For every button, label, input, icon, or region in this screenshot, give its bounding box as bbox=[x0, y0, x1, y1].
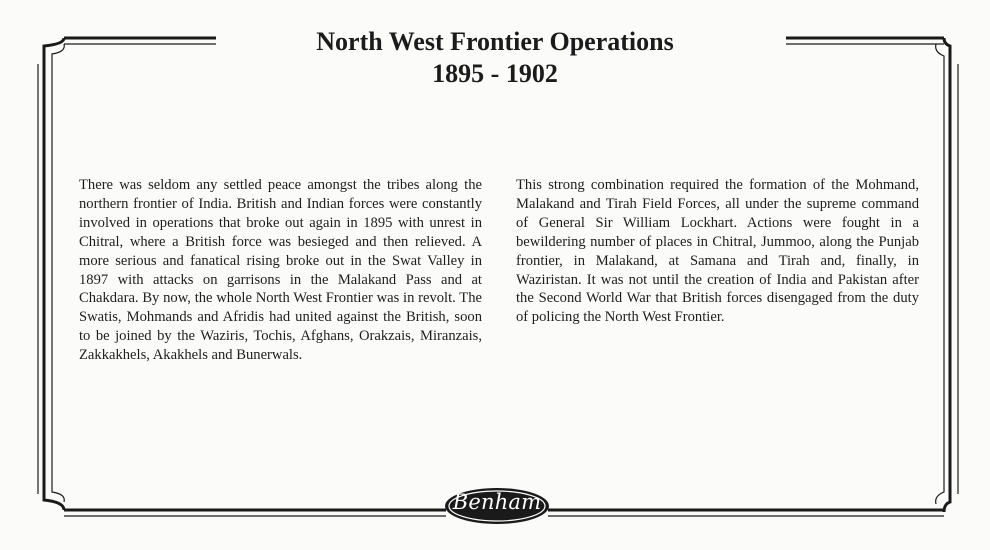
page-title bbox=[0, 26, 990, 90]
left-column bbox=[79, 176, 482, 365]
benham-logo bbox=[443, 486, 551, 526]
logo-text: Benham bbox=[452, 490, 542, 514]
title-line-2: 1895 - 1902 bbox=[432, 59, 558, 88]
right-column bbox=[516, 176, 919, 327]
right-paragraph: This strong combination required the formation of the Mohmand, Malakand and Tirah Field Forces, all under the supreme command of General Sir William Lockhart. Actions were fought in a bewildering number of places in Chitral, Jummoo, along the Punjab frontier, in Malakand, at Samana and Tirah and, finally, in Waziristan. It was not until the creation of India and Pakistan after the Second World War that British forces disengaged from the duty of policing the North West Frontier. bbox=[516, 177, 919, 326]
left-paragraph: There was seldom any settled peace amongst the tribes along the northern frontier of India. British and Indian forces were constantly involved in operations that broke out again in 1895 with unrest in Chitral, where a British force was besieged and then relieved. A more serious and fanatical rising broke out in the Swat Valley in 1897 with attacks on garrisons in the Malakand Pass and at Chakdara. By now, the whole North West Frontier was in revolt. The Swatis, Mohmands and Afridis had united against the British, soon to be joined by the Waziris, Tochis, Afghans, Orakzais, Miranzais, Zakkakhels, Akakhels and Bunerwals. bbox=[79, 177, 482, 364]
title-line-1: North West Frontier Operations bbox=[316, 27, 674, 56]
